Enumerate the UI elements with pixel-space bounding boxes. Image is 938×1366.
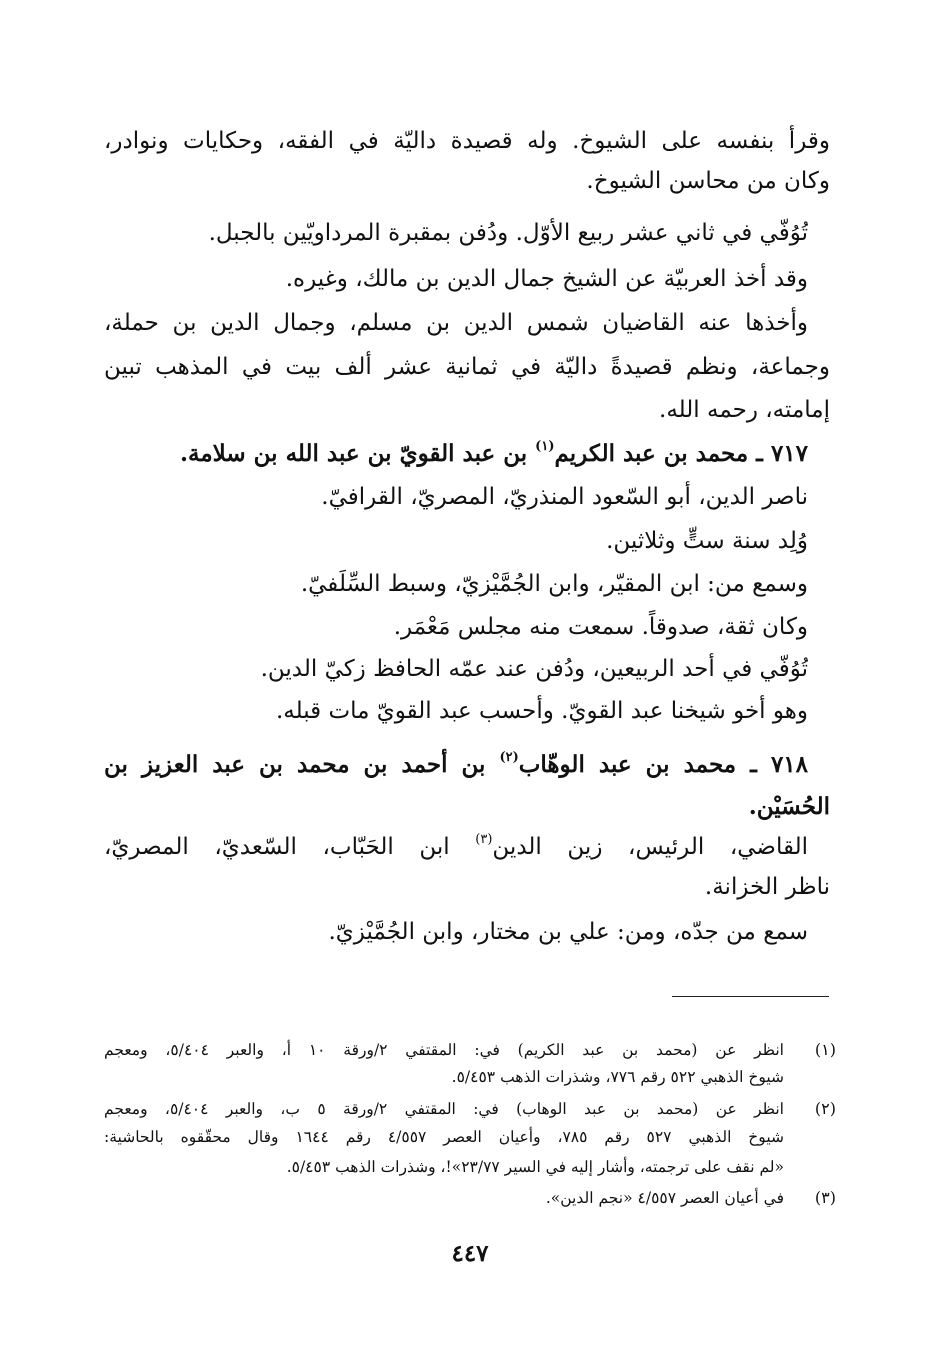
footnote-number: (٣) xyxy=(814,1188,836,1207)
footnote-number: (١) xyxy=(814,1040,836,1059)
page-number: ٤٤٧ xyxy=(451,1240,489,1267)
entry-717-line: ناصر الدين، أبو السّعود المنذريّ، المصريّ، القرافيّ. xyxy=(321,484,808,510)
entry-heading-end: . xyxy=(179,440,188,467)
footnote-number: (٢) xyxy=(814,1099,836,1118)
entry-718-text: القاضي، الرئيس، زين الدين xyxy=(492,834,808,860)
footnote-line: شيوخ الذهبي ٥٢٧ رقم ٧٨٥، وأعيان العصر ٤/٥٥٧ رقم ١٦٤٤ وقال محقّقوه بالحاشية: xyxy=(104,1128,784,1146)
footnote-separator xyxy=(672,996,829,997)
body-line: إمامته، رحمه الله. xyxy=(659,397,830,423)
entry-718-line xyxy=(104,830,808,864)
footnote-line: انظر عن (محمد بن عبد الكريم) في: المقتفي ٢/ورقة ١٠ أ، والعبر ٥/٤٠٤، ومعجم xyxy=(104,1041,784,1059)
body-line: تُوُفّي في ثاني عشر ربيع الأوّل. ودُفن بمقبرة المرداويّين بالجبل. xyxy=(208,220,808,246)
body-line: وجماعة، ونظم قصيدةً داليّة في ثمانية عشر ألف بيت في المذهب تبين xyxy=(104,354,830,380)
footnote-ref: (١) xyxy=(535,439,555,455)
entry-718-line: سمع من جدّه، ومن: علي بن مختار، وابن الجُمَّيْزيّ. xyxy=(328,919,808,945)
entry-heading-name: ٧١٨ ـ محمد بن عبد الوهّاب xyxy=(518,751,808,778)
entry-heading-717 xyxy=(104,437,808,471)
footnote-line: انظر عن (محمد بن عبد الوهاب) في: المقتفي ٢/ورقة ٥ ب، والعبر ٥/٤٠٤، ومعجم xyxy=(104,1100,784,1118)
entry-718-line: ناظر الخزانة. xyxy=(704,874,830,900)
footnote-ref: (٣) xyxy=(475,832,493,848)
entry-717-line: تُوُفّي في أحد الربيعين، ودُفن عند عمّه الحافظ زكيّ الدين. xyxy=(260,656,808,682)
body-line: وقرأ بنفسه على الشيوخ. وله قصيدة داليّة في الفقه، وحكايات ونوادر، xyxy=(104,128,830,154)
footnote-line: شيوخ الذهبي ٥٢٢ رقم ٧٧٦، وشذرات الذهب ٥/٤٥٣. xyxy=(451,1068,784,1086)
body-line: وكان من محاسن الشيوخ. xyxy=(586,168,830,194)
entry-717-line: وسمع من: ابن المقيّر، وابن الجُمَّيْزيّ، وسبط السِّلَفيّ. xyxy=(300,571,808,597)
body-line: وأخذها عنه القاضيان شمس الدين بن مسلم، وجمال الدين بن حملة، xyxy=(104,310,808,336)
entry-718-text: ابن الحَبّاب، السّعديّ، المصريّ، xyxy=(104,834,476,860)
body-line: وقد أخذ العربيّة عن الشيخ جمال الدين بن مالك، وغيره. xyxy=(285,266,808,292)
footnote-line: في أعيان العصر ٤/٥٥٧ «نجم الدين». xyxy=(545,1189,784,1207)
entry-heading-718-cont: الحُسَيْن. xyxy=(748,793,830,820)
footnote-ref: (٢) xyxy=(499,750,519,766)
entry-heading-name: ٧١٧ ـ محمد بن عبد الكريم xyxy=(554,440,808,467)
entry-heading-lineage: بن عبد القويّ بن عبد الله بن سلامة xyxy=(188,440,536,467)
entry-717-line: وهو أخو شيخنا عبد القويّ. وأحسب عبد القويّ مات قبله. xyxy=(275,698,808,724)
footnote-line: «لم نقف على ترجمته، وأشار إليه في السير ٢٣/٧٧»!، وشذرات الذهب ٥/٤٥٣. xyxy=(286,1158,784,1176)
entry-717-line: وكان ثقة، صدوقاً. سمعت منه مجلس مَعْمَر. xyxy=(393,614,808,640)
entry-heading-lineage: بن أحمد بن محمد بن عبد العزيز بن xyxy=(104,751,500,778)
entry-717-line: وُلِد سنة ستٍّ وثلاثين. xyxy=(606,528,808,554)
entry-heading-718 xyxy=(104,748,808,782)
